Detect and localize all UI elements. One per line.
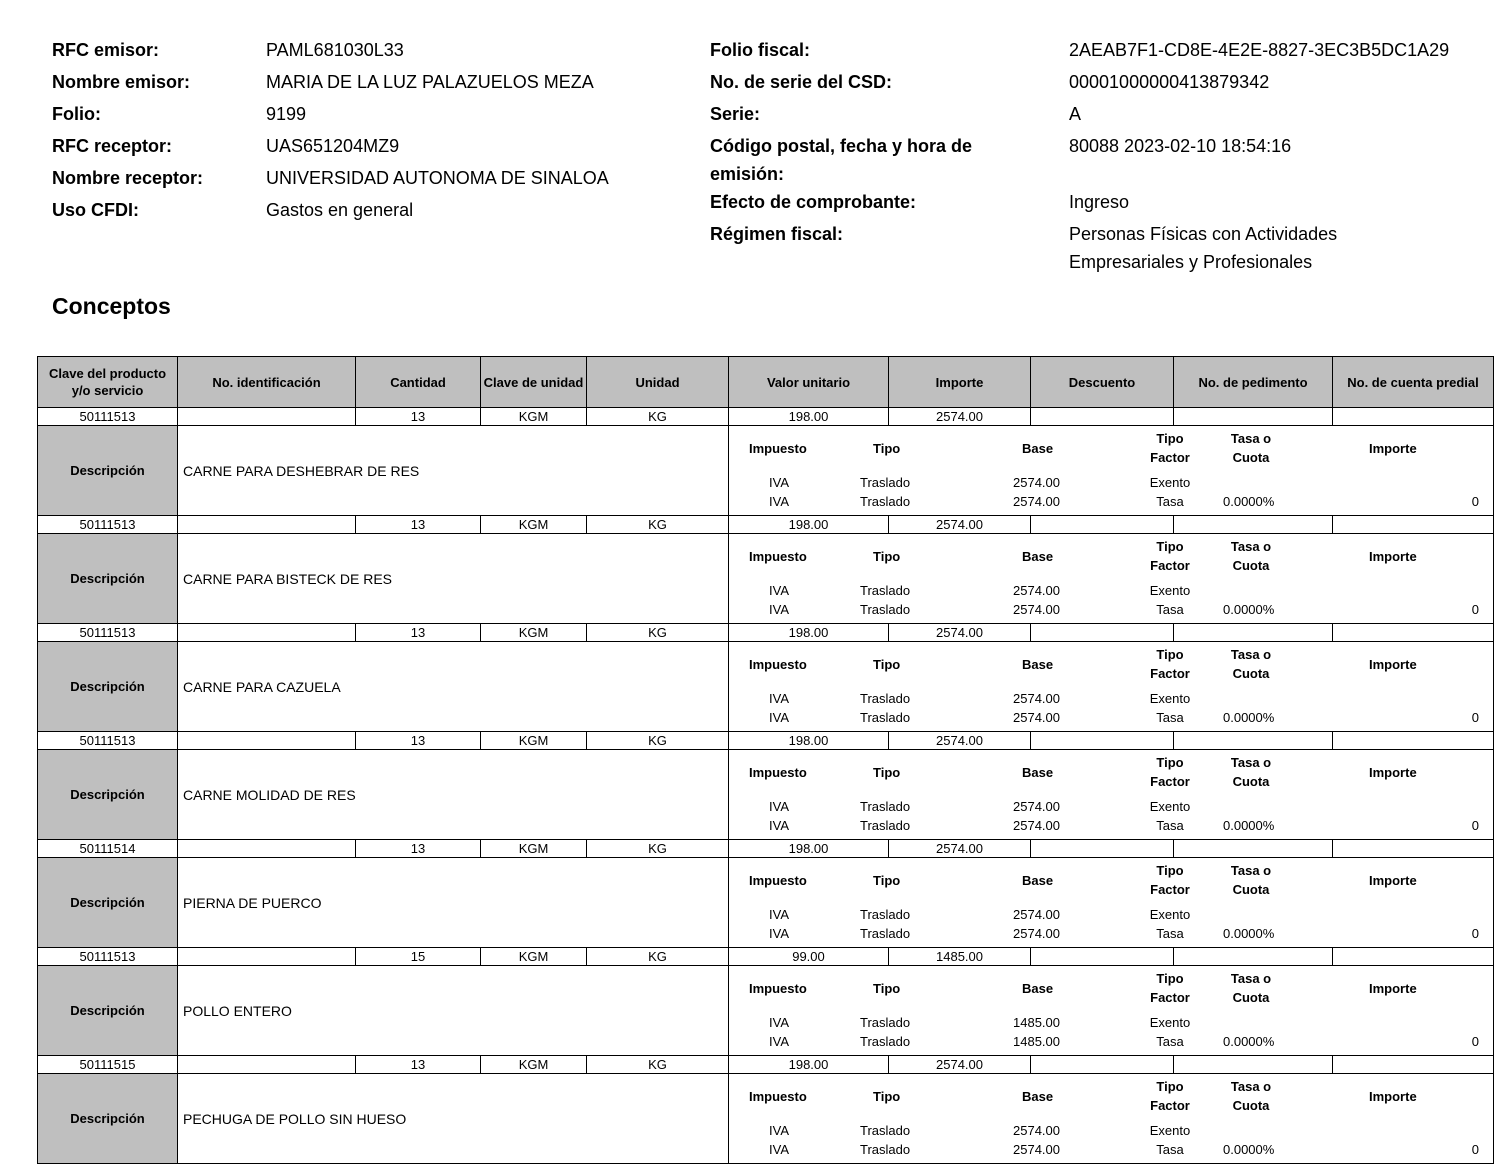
tax-text: 0 bbox=[1471, 602, 1479, 617]
tax-text: Tipo bbox=[873, 441, 901, 456]
header-field bbox=[52, 166, 609, 190]
item-cell: 198.00 bbox=[729, 516, 889, 534]
item-cell: KGM bbox=[481, 516, 587, 534]
description-label: Descripción bbox=[38, 858, 178, 948]
item-cell: KGM bbox=[481, 732, 587, 750]
tax-text: IVA bbox=[769, 1034, 789, 1049]
tax-text: Traslado bbox=[860, 1123, 911, 1138]
item-cell bbox=[178, 408, 356, 426]
tax-text: Factor bbox=[1150, 882, 1190, 897]
tax-text: Traslado bbox=[860, 602, 911, 617]
item-cell bbox=[178, 948, 356, 966]
item-cell: 13 bbox=[356, 624, 481, 642]
item-cell bbox=[1333, 732, 1494, 750]
description-text: POLLO ENTERO bbox=[178, 966, 729, 1056]
tax-text: Factor bbox=[1150, 666, 1190, 681]
header-field bbox=[710, 70, 1270, 94]
item-cell: 13 bbox=[356, 732, 481, 750]
item-cell bbox=[1031, 948, 1174, 966]
tax-text: IVA bbox=[769, 907, 789, 922]
description-row bbox=[38, 534, 1494, 624]
item-cell: 2574.00 bbox=[889, 840, 1031, 858]
conceptos-table bbox=[37, 356, 1494, 1164]
description-text: PECHUGA DE POLLO SIN HUESO bbox=[178, 1074, 729, 1164]
tax-text: Exento bbox=[1149, 1015, 1191, 1030]
item-cell bbox=[1333, 1056, 1494, 1074]
tax-text: Tipo bbox=[1156, 971, 1184, 986]
table-row bbox=[38, 840, 1494, 858]
tax-text: 2574.00 bbox=[1013, 926, 1060, 941]
tax-text: Exento bbox=[1149, 583, 1191, 598]
item-cell bbox=[178, 624, 356, 642]
item-cell: KG bbox=[587, 840, 729, 858]
tax-block bbox=[729, 966, 1493, 1055]
tax-detail bbox=[729, 534, 1494, 624]
item-cell bbox=[1333, 408, 1494, 426]
item-cell: 13 bbox=[356, 1056, 481, 1074]
col-descuento: Descuento bbox=[1031, 357, 1174, 408]
tax-text: Importe bbox=[1369, 981, 1417, 996]
tax-detail bbox=[729, 426, 1494, 516]
tax-text: IVA bbox=[769, 926, 789, 941]
tax-text: 0.0000% bbox=[1223, 494, 1275, 509]
field-label: Folio: bbox=[52, 104, 101, 124]
tax-text: 0.0000% bbox=[1223, 926, 1275, 941]
tax-block bbox=[729, 1074, 1493, 1163]
tax-text: Tasa o bbox=[1230, 647, 1272, 662]
tax-text: IVA bbox=[769, 494, 789, 509]
item-cell: 2574.00 bbox=[889, 624, 1031, 642]
col-cantidad: Cantidad bbox=[356, 357, 481, 408]
item-cell: 2574.00 bbox=[889, 516, 1031, 534]
item-cell bbox=[1031, 408, 1174, 426]
item-cell: 50111513 bbox=[38, 732, 178, 750]
tax-block bbox=[729, 858, 1493, 947]
item-cell: 1485.00 bbox=[889, 948, 1031, 966]
tax-text: Impuesto bbox=[749, 873, 807, 888]
tax-text: Base bbox=[1022, 765, 1054, 780]
item-cell: KG bbox=[587, 624, 729, 642]
tax-text: Tasa o bbox=[1230, 431, 1272, 446]
item-cell: KGM bbox=[481, 624, 587, 642]
field-value: PAML681030L33 bbox=[266, 40, 404, 60]
col-importe: Importe bbox=[889, 357, 1031, 408]
tax-text: 2574.00 bbox=[1013, 583, 1060, 598]
tax-text: 1485.00 bbox=[1013, 1015, 1060, 1030]
item-cell bbox=[1174, 1056, 1333, 1074]
field-value: MARIA DE LA LUZ PALAZUELOS MEZA bbox=[266, 72, 594, 92]
tax-text: Traslado bbox=[860, 1142, 911, 1157]
description-text: PIERNA DE PUERCO bbox=[178, 858, 729, 948]
item-cell: KGM bbox=[481, 408, 587, 426]
tax-text: Tipo bbox=[1156, 539, 1184, 554]
tax-text: Tasa o bbox=[1230, 863, 1272, 878]
tax-text: Tipo bbox=[873, 657, 901, 672]
header-field bbox=[710, 102, 1082, 126]
description-label: Descripción bbox=[38, 534, 178, 624]
tax-text: Traslado bbox=[860, 475, 911, 490]
description-row bbox=[38, 1074, 1494, 1164]
item-cell bbox=[1031, 840, 1174, 858]
tax-text: Tasa bbox=[1156, 926, 1184, 941]
item-cell: 198.00 bbox=[729, 1056, 889, 1074]
item-cell: 15 bbox=[356, 948, 481, 966]
invoice-header bbox=[52, 38, 1504, 278]
tax-text: 0 bbox=[1471, 926, 1479, 941]
item-cell bbox=[1174, 732, 1333, 750]
tax-text: 2574.00 bbox=[1013, 602, 1060, 617]
field-value: 80088 2023-02-10 18:54:16 bbox=[1069, 136, 1292, 156]
tax-text: 0 bbox=[1471, 494, 1479, 509]
tax-detail bbox=[729, 1074, 1494, 1164]
description-text: CARNE PARA CAZUELA bbox=[178, 642, 729, 732]
item-cell bbox=[1174, 948, 1333, 966]
tax-text: Tasa o bbox=[1230, 1079, 1272, 1094]
tax-text: Tipo bbox=[1156, 863, 1184, 878]
item-cell: KG bbox=[587, 516, 729, 534]
header-field bbox=[710, 222, 1338, 272]
tax-text: Traslado bbox=[860, 1015, 911, 1030]
tax-text: Impuesto bbox=[749, 657, 807, 672]
tax-text: 0.0000% bbox=[1223, 1034, 1275, 1049]
tax-text: Tipo bbox=[1156, 1079, 1184, 1094]
header-field bbox=[52, 134, 400, 158]
field-label: RFC emisor: bbox=[52, 40, 160, 60]
tax-text: IVA bbox=[769, 475, 789, 490]
header-field bbox=[52, 198, 414, 222]
tax-detail bbox=[729, 858, 1494, 948]
tax-text: Importe bbox=[1369, 549, 1417, 564]
tax-text: Exento bbox=[1149, 475, 1191, 490]
col-predial: No. de cuenta predial bbox=[1333, 357, 1494, 408]
tax-block bbox=[729, 750, 1493, 839]
tax-text: IVA bbox=[769, 799, 789, 814]
item-cell: KGM bbox=[481, 1056, 587, 1074]
tax-text: IVA bbox=[769, 710, 789, 725]
table-row bbox=[38, 1056, 1494, 1074]
item-cell bbox=[1174, 840, 1333, 858]
col-noid: No. identificación bbox=[178, 357, 356, 408]
tax-block bbox=[729, 534, 1493, 623]
item-cell bbox=[1333, 840, 1494, 858]
tax-text: Impuesto bbox=[749, 981, 807, 996]
tax-text: Exento bbox=[1149, 799, 1191, 814]
field-value: 9199 bbox=[266, 104, 307, 124]
tax-text: Base bbox=[1022, 981, 1054, 996]
item-cell: KG bbox=[587, 732, 729, 750]
tax-text: Tipo bbox=[873, 981, 901, 996]
item-cell bbox=[1174, 408, 1333, 426]
item-cell: 50111515 bbox=[38, 1056, 178, 1074]
tax-text: Tipo bbox=[873, 1089, 901, 1104]
tax-text: 0 bbox=[1471, 818, 1479, 833]
description-text: CARNE PARA BISTECK DE RES bbox=[178, 534, 729, 624]
tax-block bbox=[729, 426, 1493, 515]
field-value: UAS651204MZ9 bbox=[266, 136, 400, 156]
tax-text: Exento bbox=[1149, 1123, 1191, 1138]
item-cell bbox=[1031, 624, 1174, 642]
tax-text: Base bbox=[1022, 441, 1054, 456]
tax-text: 0.0000% bbox=[1223, 602, 1275, 617]
item-cell: 13 bbox=[356, 408, 481, 426]
tax-text: Impuesto bbox=[749, 765, 807, 780]
item-cell bbox=[178, 840, 356, 858]
tax-text: Exento bbox=[1149, 907, 1191, 922]
item-cell: KG bbox=[587, 1056, 729, 1074]
tax-text: Tasa bbox=[1156, 1142, 1184, 1157]
tax-text: IVA bbox=[769, 583, 789, 598]
tax-text: 2574.00 bbox=[1013, 494, 1060, 509]
field-value: 00001000000413879342 bbox=[1069, 72, 1270, 92]
table-row bbox=[38, 408, 1494, 426]
field-label: Código postal, fecha y hora de bbox=[710, 136, 973, 156]
header-field bbox=[710, 190, 1130, 214]
header-field bbox=[710, 38, 1450, 62]
description-row bbox=[38, 966, 1494, 1056]
tax-text: Tipo bbox=[873, 873, 901, 888]
section-title: Conceptos bbox=[52, 293, 171, 319]
field-label: No. de serie del CSD: bbox=[710, 72, 893, 92]
tax-text: 2574.00 bbox=[1013, 710, 1060, 725]
tax-text: Importe bbox=[1369, 1089, 1417, 1104]
tax-text: Traslado bbox=[860, 691, 911, 706]
tax-text: Tasa o bbox=[1230, 539, 1272, 554]
tax-text: Base bbox=[1022, 657, 1054, 672]
table-row bbox=[38, 732, 1494, 750]
field-value: 2AEAB7F1-CD8E-4E2E-8827-3EC3B5DC1A29 bbox=[1069, 40, 1450, 60]
description-label: Descripción bbox=[38, 426, 178, 516]
tax-text: Cuota bbox=[1232, 558, 1270, 573]
field-label: Nombre receptor: bbox=[52, 168, 204, 188]
tax-text: 2574.00 bbox=[1013, 691, 1060, 706]
item-cell bbox=[1174, 624, 1333, 642]
field-label: Folio fiscal: bbox=[710, 40, 811, 60]
tax-text: Tipo bbox=[1156, 647, 1184, 662]
col-pedimento: No. de pedimento bbox=[1174, 357, 1333, 408]
tax-text: Cuota bbox=[1232, 990, 1270, 1005]
item-cell: 2574.00 bbox=[889, 408, 1031, 426]
tax-text: Importe bbox=[1369, 873, 1417, 888]
tax-text: 2574.00 bbox=[1013, 818, 1060, 833]
tax-text: Factor bbox=[1150, 1098, 1190, 1113]
tax-text: Factor bbox=[1150, 558, 1190, 573]
field-label: Uso CFDI: bbox=[52, 200, 139, 220]
tax-text: Tasa bbox=[1156, 1034, 1184, 1049]
item-cell: 50111513 bbox=[38, 516, 178, 534]
description-label: Descripción bbox=[38, 642, 178, 732]
tax-text: Traslado bbox=[860, 926, 911, 941]
col-clave: Clave del producto y/o servicio bbox=[38, 357, 178, 408]
item-cell: 198.00 bbox=[729, 840, 889, 858]
field-value: Gastos en general bbox=[266, 200, 414, 220]
tax-text: Traslado bbox=[860, 818, 911, 833]
tax-text: Traslado bbox=[860, 1034, 911, 1049]
tax-text: IVA bbox=[769, 818, 789, 833]
item-cell bbox=[178, 732, 356, 750]
description-row bbox=[38, 642, 1494, 732]
field-value: Ingreso bbox=[1069, 192, 1130, 212]
item-cell bbox=[1333, 516, 1494, 534]
description-label: Descripción bbox=[38, 1074, 178, 1164]
tax-text: Impuesto bbox=[749, 549, 807, 564]
header-field bbox=[710, 134, 1292, 186]
tax-text: Factor bbox=[1150, 990, 1190, 1005]
tax-block bbox=[729, 642, 1493, 731]
item-cell bbox=[1174, 516, 1333, 534]
item-cell: 50111513 bbox=[38, 948, 178, 966]
item-cell bbox=[178, 516, 356, 534]
item-cell: 198.00 bbox=[729, 732, 889, 750]
item-cell: 2574.00 bbox=[889, 1056, 1031, 1074]
item-cell bbox=[1031, 516, 1174, 534]
tax-text: 2574.00 bbox=[1013, 1123, 1060, 1138]
col-unidad: Unidad bbox=[587, 357, 729, 408]
tax-text: Base bbox=[1022, 549, 1054, 564]
description-label: Descripción bbox=[38, 966, 178, 1056]
table-header-row bbox=[38, 357, 1494, 408]
tax-text: Traslado bbox=[860, 494, 911, 509]
tax-text: Exento bbox=[1149, 691, 1191, 706]
tax-text: Base bbox=[1022, 873, 1054, 888]
col-valor: Valor unitario bbox=[729, 357, 889, 408]
tax-text: Cuota bbox=[1232, 774, 1270, 789]
field-value-cont: Empresariales y Profesionales bbox=[1069, 252, 1313, 272]
table-row bbox=[38, 948, 1494, 966]
header-field bbox=[52, 38, 404, 62]
tax-text: Tasa bbox=[1156, 710, 1184, 725]
item-cell bbox=[1333, 624, 1494, 642]
description-row bbox=[38, 858, 1494, 948]
tax-text: IVA bbox=[769, 1142, 789, 1157]
field-label: RFC receptor: bbox=[52, 136, 173, 156]
description-text: CARNE MOLIDAD DE RES bbox=[178, 750, 729, 840]
item-cell: KG bbox=[587, 948, 729, 966]
tax-text: 0.0000% bbox=[1223, 818, 1275, 833]
tax-text: Traslado bbox=[860, 583, 911, 598]
tax-text: Tasa bbox=[1156, 494, 1184, 509]
table-row bbox=[38, 624, 1494, 642]
field-label: Nombre emisor: bbox=[52, 72, 191, 92]
tax-text: Tasa o bbox=[1230, 971, 1272, 986]
tax-text: Tipo bbox=[873, 765, 901, 780]
tax-text: Tasa bbox=[1156, 818, 1184, 833]
item-cell bbox=[178, 1056, 356, 1074]
item-cell bbox=[1031, 1056, 1174, 1074]
tax-text: 0 bbox=[1471, 1034, 1479, 1049]
tax-text: Traslado bbox=[860, 907, 911, 922]
item-cell: 50111513 bbox=[38, 408, 178, 426]
field-value: A bbox=[1069, 104, 1082, 124]
tax-text: 2574.00 bbox=[1013, 907, 1060, 922]
tax-text: Importe bbox=[1369, 657, 1417, 672]
field-label: Serie: bbox=[710, 104, 761, 124]
tax-text: Tipo bbox=[1156, 755, 1184, 770]
tax-text: Tipo bbox=[873, 549, 901, 564]
tax-text: Impuesto bbox=[749, 1089, 807, 1104]
tax-text: IVA bbox=[769, 1123, 789, 1138]
description-text: CARNE PARA DESHEBRAR DE RES bbox=[178, 426, 729, 516]
item-cell: 198.00 bbox=[729, 408, 889, 426]
item-cell bbox=[1031, 732, 1174, 750]
tax-text: Importe bbox=[1369, 765, 1417, 780]
tax-text: Importe bbox=[1369, 441, 1417, 456]
tax-text: 0.0000% bbox=[1223, 1142, 1275, 1157]
tax-text: IVA bbox=[769, 602, 789, 617]
tax-text: Base bbox=[1022, 1089, 1054, 1104]
field-value: Personas Físicas con Actividades bbox=[1069, 224, 1338, 244]
col-clave-unidad: Clave de unidad bbox=[481, 357, 587, 408]
conceptos-body bbox=[38, 408, 1494, 1164]
description-row bbox=[38, 750, 1494, 840]
tax-detail bbox=[729, 750, 1494, 840]
header-field bbox=[52, 70, 594, 94]
tax-text: Factor bbox=[1150, 450, 1190, 465]
tax-text: Cuota bbox=[1232, 882, 1270, 897]
item-cell: KGM bbox=[481, 948, 587, 966]
tax-text: Tasa o bbox=[1230, 755, 1272, 770]
item-cell: 13 bbox=[356, 516, 481, 534]
item-cell: 50111514 bbox=[38, 840, 178, 858]
tax-text: Cuota bbox=[1232, 1098, 1270, 1113]
tax-text: 2574.00 bbox=[1013, 799, 1060, 814]
tax-text: 0 bbox=[1471, 1142, 1479, 1157]
item-cell: 13 bbox=[356, 840, 481, 858]
tax-text: Cuota bbox=[1232, 450, 1270, 465]
header-field bbox=[52, 102, 307, 126]
field-label: Efecto de comprobante: bbox=[710, 192, 917, 212]
tax-text: IVA bbox=[769, 691, 789, 706]
tax-text: Traslado bbox=[860, 710, 911, 725]
table-row bbox=[38, 516, 1494, 534]
tax-text: Tipo bbox=[1156, 431, 1184, 446]
item-cell: 198.00 bbox=[729, 624, 889, 642]
description-label: Descripción bbox=[38, 750, 178, 840]
description-row bbox=[38, 426, 1494, 516]
tax-text: Factor bbox=[1150, 774, 1190, 789]
tax-text: Impuesto bbox=[749, 441, 807, 456]
item-cell bbox=[1333, 948, 1494, 966]
field-value: UNIVERSIDAD AUTONOMA DE SINALOA bbox=[266, 168, 609, 188]
tax-text: Cuota bbox=[1232, 666, 1270, 681]
field-label-cont: emisión: bbox=[710, 164, 785, 184]
tax-text: Tasa bbox=[1156, 602, 1184, 617]
tax-text: 0 bbox=[1471, 710, 1479, 725]
item-cell: KG bbox=[587, 408, 729, 426]
tax-text: Traslado bbox=[860, 799, 911, 814]
tax-detail bbox=[729, 966, 1494, 1056]
tax-text: 0.0000% bbox=[1223, 710, 1275, 725]
tax-text: 1485.00 bbox=[1013, 1034, 1060, 1049]
tax-text: 2574.00 bbox=[1013, 1142, 1060, 1157]
field-label: Régimen fiscal: bbox=[710, 224, 844, 244]
tax-detail bbox=[729, 642, 1494, 732]
item-cell: 99.00 bbox=[729, 948, 889, 966]
item-cell: KGM bbox=[481, 840, 587, 858]
tax-text: IVA bbox=[769, 1015, 789, 1030]
tax-text: 2574.00 bbox=[1013, 475, 1060, 490]
item-cell: 50111513 bbox=[38, 624, 178, 642]
item-cell: 2574.00 bbox=[889, 732, 1031, 750]
